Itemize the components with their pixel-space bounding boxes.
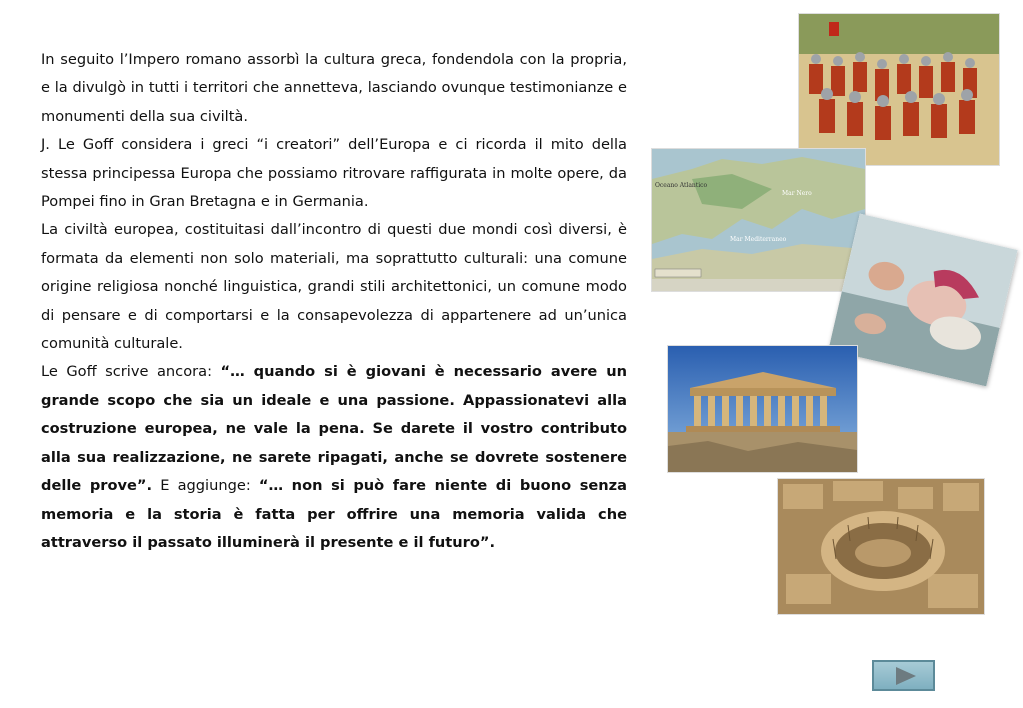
paragraph-4 <box>41 358 627 557</box>
main-text <box>41 46 627 557</box>
quote-1: “… quando si è giovani è necessario avere un grande scopo che sia un ideale e una passione. Appassionatevi alla costruzione europea, ne vale la pena. Se darete il vostro contributo alla sua realizzazione, ne sarete ripagati, anche se dovrete sostenere delle prove”. <box>41 363 627 495</box>
map-black-sea-label: Mar Nero <box>782 190 812 197</box>
roman-empire-map <box>652 149 865 291</box>
paragraph-1: In seguito l’Impero romano assorbì la cultura greca, fondendola con la propria, e la divulgò in tutti i territori che annetteva, lasciando ovunque testimonianze e monumenti della sua civiltà. <box>41 51 627 125</box>
quote-connector: E aggiunge: <box>152 477 259 495</box>
map-med-label: Mar Mediterraneo <box>730 236 787 243</box>
map-ocean-label: Oceano Atlantico <box>655 182 708 189</box>
play-arrow-icon <box>896 667 916 685</box>
parthenon-image <box>668 346 857 472</box>
paragraph-3: La civiltà europea, costituitasi dall’incontro di questi due mondi così diversi, è formata da elementi non solo materiali, ma soprattutto culturali: una comune origine religiosa nonché linguistica, grandi stili architettonici, un comune modo di pensare e di comportarsi e la consapevolezza di appartenere ad un’unica comunità culturale. <box>41 221 627 353</box>
quote-2: “… non si può fare niente di buono senza memoria e la storia è fatta per offrire una memoria valida che attraverso il passato illuminerà il presente e il futuro”. <box>41 477 628 551</box>
paragraph-2: J. Le Goff considera i greci “i creatori” dell’Europa e ci ricorda il mito della stessa principessa Europa che possiamo ritrovare raffigurata in molte opere, da Pompei fino in Gran Bretagna e in Germania. <box>41 136 627 211</box>
roman-legion-image <box>799 14 999 165</box>
next-button[interactable] <box>872 660 935 691</box>
colosseum-model-image <box>778 479 984 614</box>
quote-intro: Le Goff scrive ancora: <box>41 363 221 381</box>
